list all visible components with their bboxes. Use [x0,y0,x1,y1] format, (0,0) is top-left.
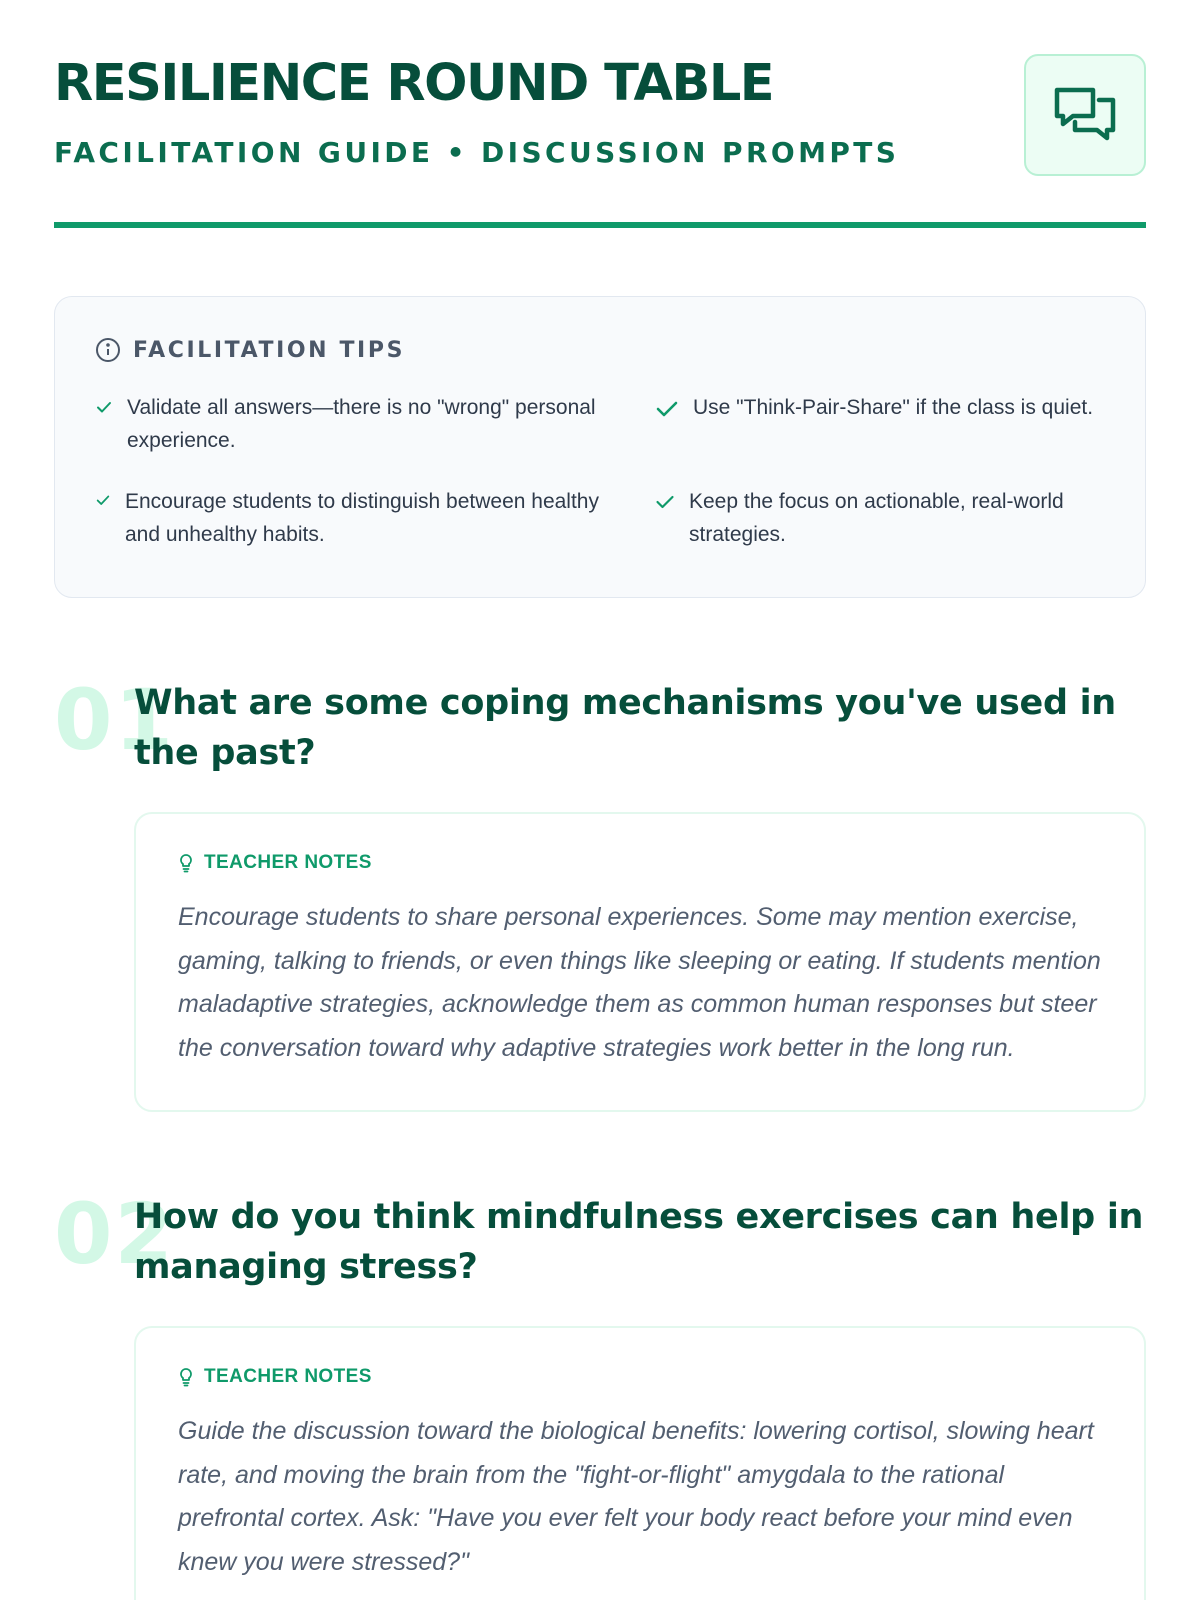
teacher-notes-card [134,1326,1146,1600]
tip-text: Validate all answers—there is no "wrong" personal experience. [127,396,596,452]
lightbulb-icon [178,1367,194,1387]
tip-item [655,485,1105,551]
discussion-question [54,671,1146,1112]
chat-bubbles-icon [1053,84,1117,146]
teacher-notes-label [178,852,1102,874]
tip-text: Encourage students to distinguish between healthy and unhealthy habits. [125,490,599,546]
page-subtitle: FACILITATION GUIDE • DISCUSSION PROMPTS [54,136,900,169]
tips-list [95,391,1105,551]
info-icon [95,337,121,363]
question-number: 01 [54,671,175,769]
page-title: RESILIENCE ROUND TABLE [54,54,774,113]
discussion-question [54,1185,1146,1600]
check-icon [95,398,113,416]
tip-item [95,391,615,457]
teacher-notes-text: Guide the discussion toward the biological benefits: lowering cortisol, slowing heart rate, and moving the brain from the "fight-or-flight" amygdala to the rational prefrontal cortex. Ask: "Have you ever felt your body react before your mind even knew you were stressed?" [178,1417,1094,1576]
facilitation-tips-box [54,296,1146,598]
teacher-notes-title: TEACHER NOTES [204,852,372,873]
tip-item [655,391,1105,457]
lightbulb-icon [178,853,194,873]
teacher-notes-label [178,1366,1102,1388]
chat-bubbles-badge [1024,54,1146,176]
teacher-notes-title: TEACHER NOTES [204,1366,372,1387]
teacher-notes-text: Encourage students to share personal experiences. Some may mention exercise, gaming, talking to friends, or even things like sleeping or eating. If students mention maladaptive strategies, acknowledge them as common human responses but steer the conversation toward why adaptive strategies work better in the long run. [178,903,1101,1062]
tips-title: FACILITATION TIPS [133,337,406,363]
tip-text: Use "Think-Pair-Share" if the class is quiet. [693,396,1094,419]
question-text: How do you think mindfulness exercises can help in managing stress? [134,1197,1144,1287]
page-header [54,0,1146,228]
teacher-notes-card [134,812,1146,1112]
question-text: What are some coping mechanisms you've used in the past? [134,683,1116,773]
check-icon [95,492,111,508]
tip-item [95,485,615,551]
question-number: 02 [54,1185,175,1283]
tips-heading [95,337,1105,363]
tip-text: Keep the focus on actionable, real-world strategies. [689,490,1064,546]
check-icon [655,398,679,420]
check-icon [655,492,675,512]
